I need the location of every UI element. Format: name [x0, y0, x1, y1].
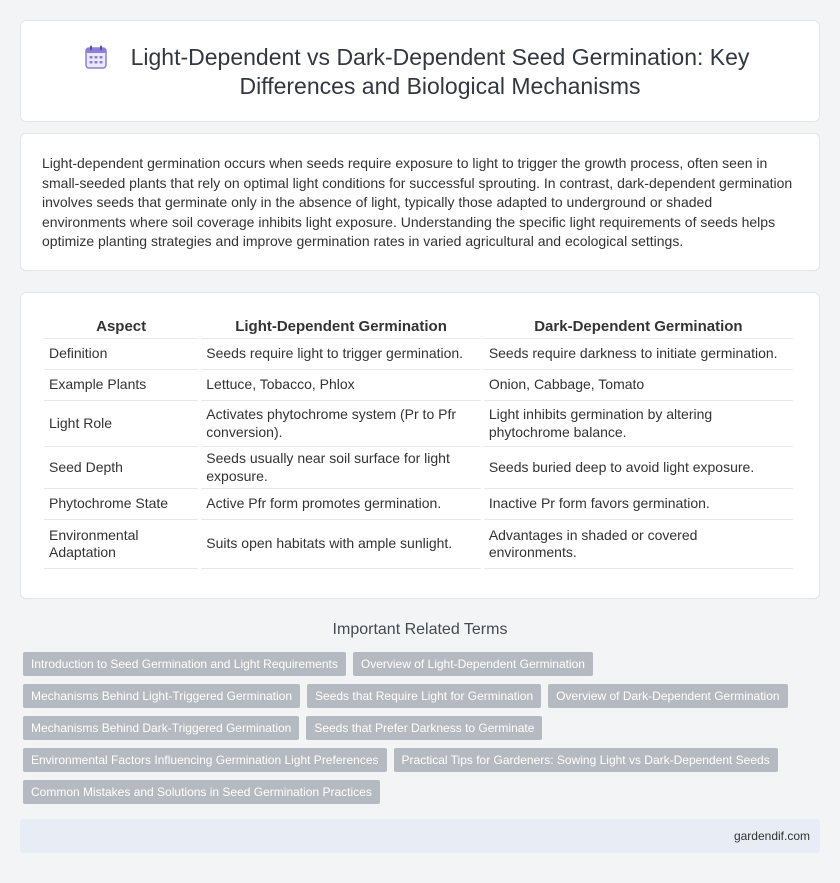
- row-aspect: Example Plants: [44, 370, 198, 401]
- row-aspect: Environmental Adaptation: [44, 520, 198, 569]
- row-dark: Inactive Pr form favors germination.: [484, 489, 793, 520]
- row-aspect: Seed Depth: [44, 447, 198, 489]
- row-light: Active Pfr form promotes germination.: [201, 489, 481, 520]
- header-light: Light-Dependent Germination: [201, 317, 481, 339]
- row-dark: Seeds require darkness to initiate germination.: [484, 339, 793, 370]
- comparison-card: [20, 292, 820, 599]
- footer-site-link[interactable]: gardendif.com: [733, 829, 810, 843]
- intro-paragraph: Light-dependent germination occurs when seeds require exposure to light to trigger the growth process, often seen in small-seeded plants that rely on optimal light conditions for successful sprouting. In contrast, dark-dependent germination involves seeds that germinate only in the absence of light, typically those adapted to underground or shaded environments where soil coverage inhibits light exposure. Understanding the specific light requirements of seeds helps optimize planting strategies and improve germination rates in varied agricultural and ecological settings.: [42, 155, 793, 250]
- row-light: Seeds usually near soil surface for light exposure.: [201, 447, 481, 489]
- related-terms-title: Important Related Terms: [332, 621, 508, 638]
- intro-card: [20, 133, 820, 271]
- row-light: Activates phytochrome system (Pr to Pfr conversion).: [201, 401, 481, 447]
- row-dark: Advantages in shaded or covered environments.: [484, 520, 793, 569]
- related-term-tag[interactable]: Mechanisms Behind Light-Triggered Germination: [23, 684, 300, 708]
- table-row: [44, 339, 793, 370]
- table-row: [44, 370, 793, 401]
- comparison-table: [41, 317, 796, 569]
- row-light: Lettuce, Tobacco, Phlox: [201, 370, 481, 401]
- row-aspect: Definition: [44, 339, 198, 370]
- related-term-tag[interactable]: Introduction to Seed Germination and Light Requirements: [23, 652, 346, 676]
- related-term-tag[interactable]: Practical Tips for Gardeners: Sowing Light vs Dark-Dependent Seeds: [394, 748, 778, 772]
- related-term-tag[interactable]: Mechanisms Behind Dark-Triggered Germination: [23, 716, 299, 740]
- related-term-tag[interactable]: Seeds that Require Light for Germination: [307, 684, 541, 708]
- row-aspect: Phytochrome State: [44, 489, 198, 520]
- related-term-tag[interactable]: Environmental Factors Influencing Germination Light Preferences: [23, 748, 387, 772]
- row-light: Suits open habitats with ample sunlight.: [201, 520, 481, 569]
- row-dark: Seeds buried deep to avoid light exposure.: [484, 447, 793, 489]
- page-title: Light-Dependent vs Dark-Dependent Seed Germination: Key Differences and Biological Mechanisms: [130, 44, 750, 99]
- row-dark: Light inhibits germination by altering phytochrome balance.: [484, 401, 793, 447]
- table-header-row: [44, 317, 793, 339]
- related-terms-list: [23, 652, 813, 804]
- table-row: [44, 489, 793, 520]
- related-term-tag[interactable]: Overview of Light-Dependent Germination: [353, 652, 593, 676]
- table-row: [44, 401, 793, 447]
- title-card: [20, 20, 820, 122]
- header-aspect: Aspect: [44, 317, 198, 339]
- footer: [20, 819, 820, 853]
- row-aspect: Light Role: [44, 401, 198, 447]
- related-term-tag[interactable]: Overview of Dark-Dependent Germination: [548, 684, 787, 708]
- table-row: [44, 447, 793, 489]
- related-term-tag[interactable]: Common Mistakes and Solutions in Seed Germination Practices: [23, 780, 380, 804]
- row-dark: Onion, Cabbage, Tomato: [484, 370, 793, 401]
- related-term-tag[interactable]: Seeds that Prefer Darkness to Germinate: [306, 716, 542, 740]
- header-dark: Dark-Dependent Germination: [484, 317, 793, 339]
- row-light: Seeds require light to trigger germination.: [201, 339, 481, 370]
- table-row: [44, 520, 793, 569]
